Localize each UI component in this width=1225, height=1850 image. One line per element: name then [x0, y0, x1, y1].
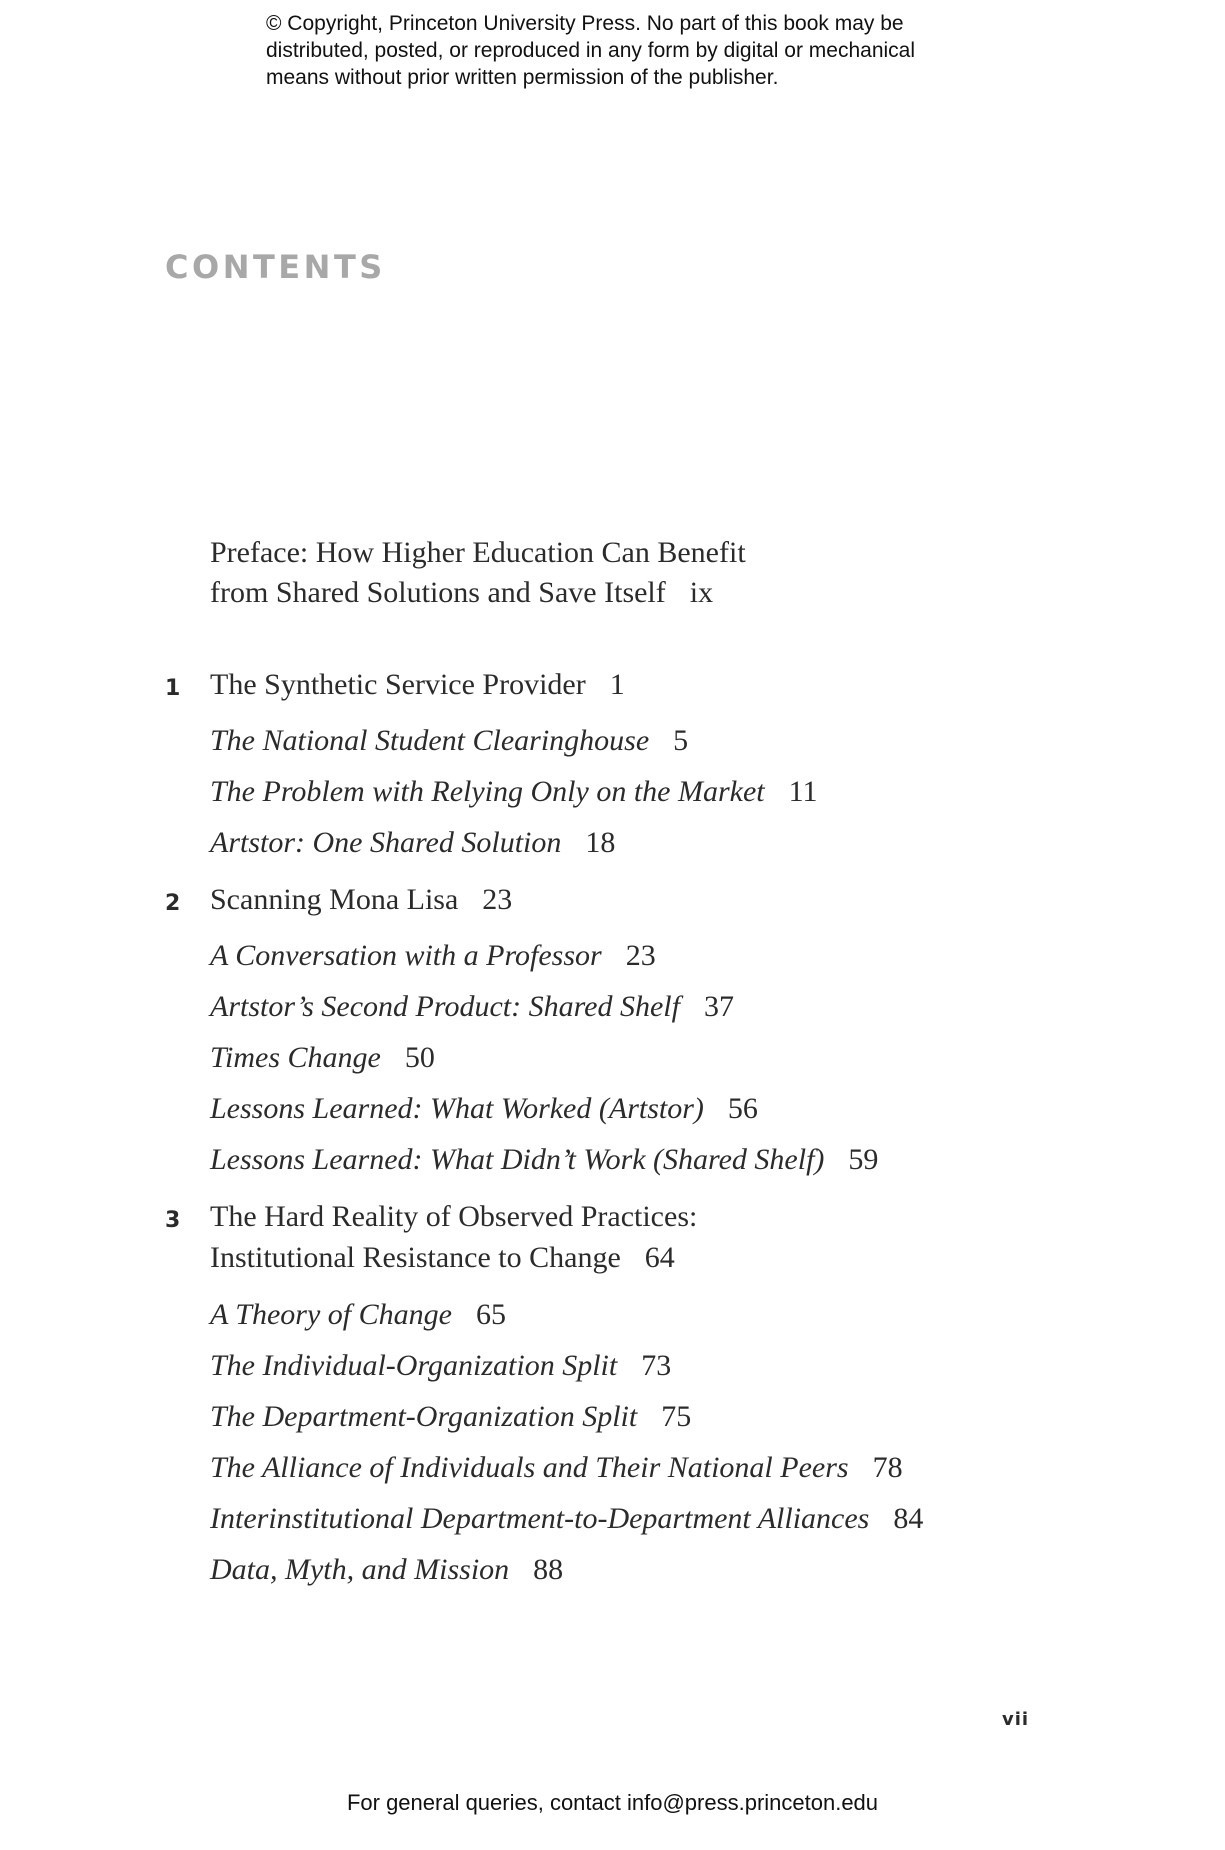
section-title: The Individual-Organization Split [210, 1349, 618, 1382]
section-title: A Conversation with a Professor [210, 939, 602, 972]
section-title: Interinstitutional Department-to-Department Alliances [210, 1502, 870, 1535]
page-number: 11 [788, 775, 818, 808]
section-entry [210, 822, 615, 863]
page-number: 65 [475, 1298, 506, 1331]
section-entry [210, 1294, 506, 1335]
chapter-title: The Hard Reality of Observed Practices: [210, 1200, 698, 1233]
page-number: 37 [703, 990, 734, 1023]
chapter-number: 3 [165, 1208, 181, 1233]
page-number: 1 [609, 668, 625, 701]
section-title: The Problem with Relying Only on the Market [210, 775, 765, 808]
page-number: 64 [644, 1241, 675, 1274]
preface-title: from Shared Solutions and Save Itself [210, 576, 666, 609]
page-number: 18 [585, 826, 616, 859]
section-title: Lessons Learned: What Didn’t Work (Shared Shelf) [210, 1143, 825, 1176]
page-number: 73 [641, 1349, 672, 1382]
chapter-entry [210, 1237, 675, 1278]
section-title: The Alliance of Individuals and Their National Peers [210, 1451, 849, 1484]
section-entry [210, 1139, 878, 1180]
page-number: 75 [661, 1400, 692, 1433]
page-number: 88 [533, 1553, 564, 1586]
section-entry [210, 1549, 563, 1590]
section-title: A Theory of Change [210, 1298, 452, 1331]
section-entry [210, 1447, 903, 1488]
section-entry [210, 1396, 691, 1437]
chapter-title: Scanning Mona Lisa [210, 883, 459, 916]
chapter-title: The Synthetic Service Provider [210, 668, 586, 701]
chapter-entry [210, 879, 512, 920]
section-entry [210, 720, 688, 761]
chapter-entry [210, 1196, 697, 1237]
page-number: 50 [404, 1041, 435, 1074]
section-entry [210, 1037, 435, 1078]
copyright-line: © Copyright, Princeton University Press. No part of this book may be [266, 12, 904, 35]
page-number: 59 [848, 1143, 879, 1176]
section-entry [210, 1345, 671, 1386]
preface-title-line-1 [210, 532, 746, 573]
preface-title: Preface: How Higher Education Can Benefit [210, 536, 746, 569]
page-number: 56 [727, 1092, 758, 1125]
section-entry [210, 986, 734, 1027]
preface-title-line-2 [210, 572, 713, 613]
page-number: ix [689, 576, 714, 609]
page-number: 23 [625, 939, 656, 972]
copyright-notice [266, 10, 1026, 91]
chapter-number: 1 [165, 676, 181, 701]
page-folio: vii [1002, 1709, 1030, 1730]
section-title: Data, Myth, and Mission [210, 1553, 510, 1586]
chapter-title: Institutional Resistance to Change [210, 1241, 621, 1274]
chapter-number: 2 [165, 891, 181, 916]
chapter-entry [210, 664, 625, 705]
section-entry [210, 1088, 758, 1129]
section-title: Times Change [210, 1041, 381, 1074]
page-number: 78 [872, 1451, 903, 1484]
section-entry [210, 1498, 923, 1539]
section-title: Artstor’s Second Product: Shared Shelf [210, 990, 680, 1023]
section-title: Lessons Learned: What Worked (Artstor) [210, 1092, 704, 1125]
copyright-line: distributed, posted, or reproduced in any form by digital or mechanical [266, 39, 916, 62]
footer-contact: For general queries, contact info@press.princeton.edu [346, 1790, 879, 1815]
page-number: 84 [893, 1502, 924, 1535]
section-title: The National Student Clearinghouse [210, 724, 650, 757]
page-number: 23 [482, 883, 513, 916]
section-entry [210, 771, 818, 812]
copyright-line: means without prior written permission of the publisher. [266, 66, 779, 89]
contents-heading: CONTENTS [165, 248, 386, 286]
section-title: The Department-Organization Split [210, 1400, 638, 1433]
section-entry [210, 935, 656, 976]
page-number: 5 [673, 724, 689, 757]
section-title: Artstor: One Shared Solution [210, 826, 562, 859]
